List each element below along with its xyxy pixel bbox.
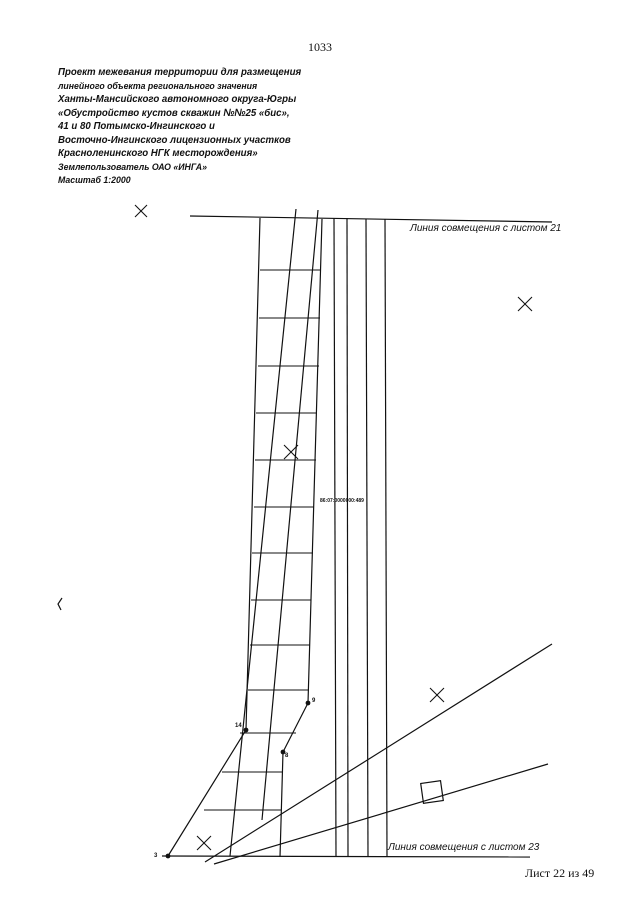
- match-line-bottom-label: Линия совмещения с листом 23: [388, 842, 540, 853]
- header-line-4: «Обустройство кустов скважин №№25 «бис»,: [58, 106, 290, 119]
- diagonal-line-2: [262, 210, 318, 820]
- page-number: 1033: [308, 40, 332, 54]
- header-line-7: Красноленинского НГК месторождения»: [58, 147, 258, 159]
- match-line-bottom: [162, 856, 530, 857]
- point-label-8: 8: [285, 753, 289, 759]
- cadastral-number: 86:07:0000000:489: [320, 498, 364, 504]
- road-line-4: [385, 219, 387, 857]
- strip-left-boundary: [168, 218, 260, 856]
- header-line-2: линейного объекта регионального значения: [58, 80, 258, 92]
- match-line-top-label: Линия совмещения с листом 21: [410, 223, 562, 234]
- header-line-3: Ханты-Мансийского автономного округа-Югры: [58, 93, 297, 105]
- header-line-1: Проект межевания территории для размещения: [58, 66, 302, 78]
- crossing-line-1: [205, 644, 552, 862]
- point-label-3: 3: [154, 853, 158, 859]
- match-line-top: [190, 216, 552, 222]
- sheet-label: Лист 22 из 49: [525, 866, 595, 880]
- point-label-14: 14: [235, 723, 242, 729]
- header-line-8: Землепользователь ОАО «ИНГА»: [58, 161, 207, 173]
- point-label-9: 9: [312, 698, 316, 704]
- header-line-6: Восточно-Ингинского лицензионных участков: [58, 133, 291, 146]
- margin-tick: [58, 598, 62, 610]
- cross-marks: [135, 205, 532, 850]
- strip-right-boundary: [280, 219, 322, 857]
- road-line-2: [347, 218, 348, 857]
- small-square: [421, 781, 444, 804]
- road-line-1: [334, 218, 336, 857]
- header-line-5: 41 и 80 Потымско-Ингинского и: [58, 120, 215, 132]
- header-line-9: Масштаб 1:2000: [58, 175, 131, 186]
